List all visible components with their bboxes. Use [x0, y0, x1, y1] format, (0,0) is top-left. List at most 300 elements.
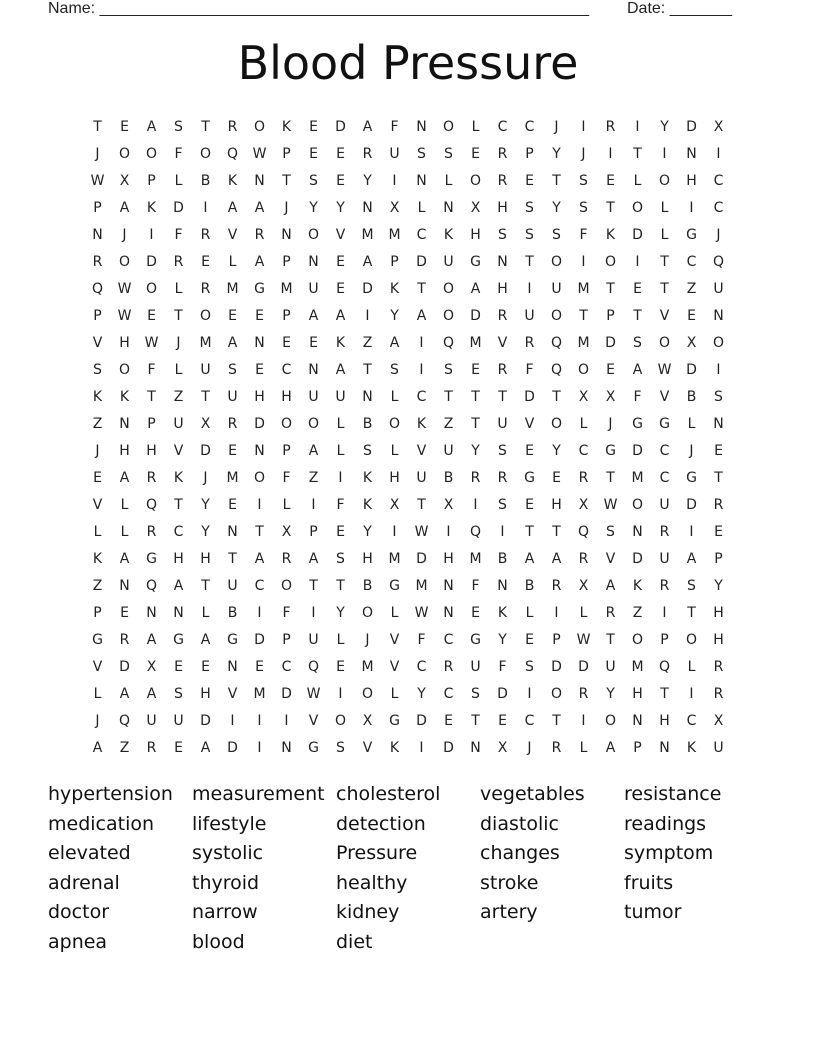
grid-letter: R	[146, 739, 157, 756]
grid-letter: V	[92, 496, 103, 513]
grid-letter: E	[552, 469, 561, 486]
word-list-item: symptom	[624, 842, 714, 865]
grid-letter: E	[255, 361, 264, 378]
grid-letter: O	[280, 415, 293, 432]
grid-letter: K	[119, 388, 130, 405]
grid-letter: P	[525, 145, 534, 162]
word-list-item: diastolic	[480, 812, 559, 835]
grid-letter: F	[525, 361, 534, 378]
grid-letter: K	[362, 469, 373, 486]
grid-letter: P	[147, 172, 156, 189]
grid-letter: W	[252, 145, 267, 162]
grid-letter: Z	[362, 334, 373, 351]
grid-letter: A	[173, 577, 184, 594]
grid-letter: O	[604, 712, 617, 729]
grid-letter: N	[173, 604, 184, 621]
grid-letter: R	[470, 469, 481, 486]
grid-letter: X	[200, 415, 211, 432]
grid-letter: L	[633, 172, 642, 189]
grid-letter: S	[93, 361, 102, 378]
grid-letter: G	[146, 550, 157, 567]
grid-letter: W	[576, 631, 591, 648]
grid-letter: X	[713, 118, 724, 135]
grid-letter: M	[361, 226, 374, 243]
grid-letter: Z	[686, 280, 697, 297]
grid-letter: Q	[307, 658, 320, 675]
grid-letter: T	[606, 469, 615, 486]
word-list-item: stroke	[480, 871, 539, 894]
grid-letter: Q	[145, 577, 158, 594]
grid-letter: P	[93, 307, 102, 324]
grid-letter: I	[392, 172, 397, 189]
grid-letter: Q	[226, 145, 239, 162]
grid-letter: Y	[363, 523, 372, 540]
grid-letter: A	[605, 739, 616, 756]
grid-letter: X	[146, 658, 157, 675]
grid-letter: D	[227, 739, 238, 756]
grid-letter: K	[497, 604, 508, 621]
grid-letter: F	[282, 469, 291, 486]
grid-letter: L	[336, 415, 345, 432]
grid-letter: R	[659, 577, 670, 594]
grid-letter: O	[577, 361, 590, 378]
grid-letter: Y	[660, 118, 669, 135]
grid-letter: F	[174, 226, 183, 243]
grid-letter: I	[689, 685, 694, 702]
grid-letter: S	[444, 145, 453, 162]
grid-letter: S	[417, 145, 426, 162]
grid-letter: D	[362, 280, 373, 297]
grid-letter: D	[200, 712, 211, 729]
grid-letter: K	[632, 577, 643, 594]
grid-letter: A	[146, 631, 157, 648]
grid-letter: D	[632, 442, 643, 459]
grid-letter: K	[362, 496, 373, 513]
grid-letter: U	[308, 388, 319, 405]
grid-letter: H	[119, 442, 130, 459]
grid-letter: A	[308, 442, 319, 459]
grid-letter: D	[632, 550, 643, 567]
grid-letter: I	[581, 712, 586, 729]
grid-letter: O	[199, 145, 212, 162]
grid-letter: E	[93, 469, 102, 486]
grid-letter: J	[95, 712, 100, 729]
grid-letter: N	[416, 118, 427, 135]
grid-letter: U	[146, 712, 157, 729]
grid-letter: O	[361, 604, 374, 621]
grid-letter: B	[200, 172, 211, 189]
grid-letter: Y	[336, 199, 345, 216]
grid-letter: U	[227, 388, 238, 405]
grid-letter: W	[414, 523, 429, 540]
grid-letter: P	[606, 307, 615, 324]
grid-letter: S	[606, 523, 615, 540]
word-list-item: artery	[480, 901, 538, 924]
grid-letter: E	[309, 334, 318, 351]
grid-letter: D	[119, 658, 130, 675]
grid-letter: N	[443, 199, 454, 216]
grid-letter: T	[309, 577, 318, 594]
grid-letter: D	[470, 307, 481, 324]
grid-letter: L	[579, 739, 588, 756]
grid-letter: S	[471, 685, 480, 702]
grid-letter: D	[686, 496, 697, 513]
grid-letter: T	[552, 172, 561, 189]
grid-letter: I	[257, 496, 262, 513]
grid-letter: E	[606, 361, 615, 378]
grid-letter: T	[498, 388, 507, 405]
grid-letter: A	[524, 550, 535, 567]
grid-letter: H	[389, 469, 400, 486]
grid-letter: G	[389, 577, 400, 594]
grid-letter: Y	[336, 604, 345, 621]
grid-letter: M	[253, 685, 266, 702]
grid-letter: R	[200, 226, 211, 243]
grid-letter: H	[281, 388, 292, 405]
grid-letter: E	[255, 658, 264, 675]
grid-letter: A	[227, 199, 238, 216]
grid-letter: T	[660, 280, 669, 297]
grid-letter: D	[686, 361, 697, 378]
grid-letter: O	[118, 361, 131, 378]
grid-letter: N	[632, 523, 643, 540]
grid-letter: R	[227, 118, 238, 135]
grid-letter: M	[361, 658, 374, 675]
grid-letter: A	[686, 550, 697, 567]
grid-letter: W	[603, 496, 618, 513]
grid-letter: A	[308, 307, 319, 324]
grid-letter: O	[469, 172, 482, 189]
grid-letter: Z	[632, 604, 643, 621]
grid-letter: S	[309, 172, 318, 189]
grid-letter: N	[713, 307, 724, 324]
grid-letter: F	[282, 604, 291, 621]
grid-letter: U	[443, 253, 454, 270]
grid-letter: L	[336, 442, 345, 459]
grid-letter: P	[282, 145, 291, 162]
word-list-item: narrow	[192, 901, 258, 924]
grid-letter: C	[659, 442, 670, 459]
grid-letter: E	[525, 172, 534, 189]
grid-letter: H	[200, 550, 211, 567]
grid-letter: O	[658, 172, 671, 189]
grid-letter: B	[497, 550, 508, 567]
grid-letter: W	[117, 307, 132, 324]
grid-letter: U	[551, 280, 562, 297]
grid-letter: H	[713, 631, 724, 648]
grid-letter: G	[686, 469, 697, 486]
grid-letter: X	[578, 496, 589, 513]
grid-letter: W	[657, 361, 672, 378]
grid-letter: U	[713, 739, 724, 756]
grid-letter: U	[659, 496, 670, 513]
grid-letter: N	[362, 388, 373, 405]
grid-letter: L	[579, 604, 588, 621]
grid-letter: I	[284, 712, 289, 729]
grid-letter: P	[93, 604, 102, 621]
grid-letter: T	[606, 631, 615, 648]
grid-letter: D	[254, 631, 265, 648]
grid-letter: L	[93, 523, 102, 540]
grid-letter: R	[281, 550, 292, 567]
grid-letter: U	[308, 280, 319, 297]
grid-letter: R	[146, 523, 157, 540]
grid-letter: A	[362, 118, 373, 135]
grid-letter: S	[174, 685, 183, 702]
grid-letter: F	[174, 145, 183, 162]
grid-letter: R	[200, 280, 211, 297]
grid-letter: X	[578, 388, 589, 405]
grid-letter: L	[660, 199, 669, 216]
grid-letter: O	[658, 334, 671, 351]
grid-letter: R	[92, 253, 103, 270]
grid-letter: E	[336, 253, 345, 270]
grid-letter: S	[444, 361, 453, 378]
grid-letter: A	[119, 550, 130, 567]
grid-letter: L	[390, 388, 399, 405]
grid-letter: D	[281, 685, 292, 702]
grid-letter: V	[389, 631, 400, 648]
grid-letter: A	[146, 118, 157, 135]
grid-letter: E	[228, 442, 237, 459]
grid-letter: J	[689, 442, 694, 459]
grid-letter: Y	[390, 307, 399, 324]
grid-letter: A	[200, 631, 211, 648]
grid-letter: O	[550, 415, 563, 432]
grid-letter: F	[633, 388, 642, 405]
grid-letter: I	[689, 199, 694, 216]
grid-letter: A	[254, 199, 265, 216]
grid-letter: Q	[118, 712, 131, 729]
grid-letter: L	[444, 172, 453, 189]
grid-letter: L	[687, 415, 696, 432]
grid-letter: L	[174, 280, 183, 297]
grid-letter: E	[282, 334, 291, 351]
grid-letter: T	[147, 388, 156, 405]
grid-letter: U	[713, 280, 724, 297]
grid-letter: O	[145, 280, 158, 297]
grid-letter: T	[417, 280, 426, 297]
grid-letter: W	[306, 685, 321, 702]
grid-letter: V	[389, 658, 400, 675]
word-search-grid	[84, 113, 732, 761]
grid-letter: J	[365, 631, 370, 648]
grid-letter: E	[147, 307, 156, 324]
grid-letter: M	[199, 334, 212, 351]
grid-letter: Q	[442, 334, 455, 351]
word-list-item: cholesterol	[336, 783, 441, 805]
grid-letter: A	[119, 199, 130, 216]
grid-letter: E	[714, 442, 723, 459]
grid-letter: A	[416, 307, 427, 324]
word-list-item: lifestyle	[192, 812, 267, 835]
grid-letter: J	[95, 145, 100, 162]
grid-letter: B	[524, 577, 535, 594]
grid-letter: L	[525, 604, 534, 621]
grid-letter: T	[93, 118, 102, 135]
grid-letter: T	[201, 118, 210, 135]
grid-letter: G	[254, 280, 265, 297]
grid-letter: L	[687, 658, 696, 675]
grid-letter: L	[228, 253, 237, 270]
grid-letter: R	[119, 631, 130, 648]
grid-letter: O	[388, 415, 401, 432]
grid-letter: V	[335, 226, 346, 243]
grid-letter: E	[525, 631, 534, 648]
grid-letter: I	[662, 145, 667, 162]
grid-letter: V	[659, 307, 670, 324]
grid-letter: A	[362, 253, 373, 270]
grid-letter: I	[635, 253, 640, 270]
grid-letter: I	[446, 523, 451, 540]
grid-letter: D	[254, 415, 265, 432]
grid-letter: S	[525, 226, 534, 243]
grid-letter: D	[416, 550, 427, 567]
grid-letter: R	[578, 469, 589, 486]
grid-letter: D	[632, 226, 643, 243]
grid-letter: C	[281, 361, 292, 378]
grid-letter: O	[631, 199, 644, 216]
word-list-item: vegetables	[480, 783, 585, 805]
grid-letter: D	[416, 253, 427, 270]
grid-letter: O	[685, 631, 698, 648]
grid-letter: W	[414, 604, 429, 621]
grid-letter: E	[255, 307, 264, 324]
grid-letter: K	[686, 739, 697, 756]
grid-letter: S	[633, 334, 642, 351]
grid-letter: R	[362, 145, 373, 162]
grid-letter: L	[120, 496, 129, 513]
grid-letter: H	[551, 496, 562, 513]
grid-letter: I	[662, 604, 667, 621]
grid-letter: N	[227, 658, 238, 675]
grid-letter: X	[497, 739, 508, 756]
grid-letter: V	[524, 415, 535, 432]
word-list-item: elevated	[48, 842, 131, 865]
grid-letter: W	[90, 172, 105, 189]
grid-letter: Q	[577, 523, 590, 540]
grid-letter: T	[525, 523, 534, 540]
grid-letter: P	[282, 307, 291, 324]
grid-letter: R	[659, 523, 670, 540]
grid-letter: I	[581, 253, 586, 270]
grid-letter: K	[281, 118, 292, 135]
grid-letter: E	[687, 307, 696, 324]
grid-letter: R	[605, 604, 616, 621]
grid-letter: D	[335, 118, 346, 135]
grid-letter: X	[686, 334, 697, 351]
grid-letter: P	[282, 442, 291, 459]
grid-letter: G	[686, 226, 697, 243]
grid-letter: T	[201, 388, 210, 405]
grid-letter: V	[362, 739, 373, 756]
grid-letter: G	[659, 415, 670, 432]
grid-letter: O	[307, 226, 320, 243]
word-list-item: readings	[624, 812, 707, 835]
grid-letter: D	[524, 388, 535, 405]
grid-letter: A	[146, 685, 157, 702]
word-list-item: adrenal	[48, 871, 120, 894]
grid-letter: X	[281, 523, 292, 540]
grid-letter: N	[416, 172, 427, 189]
grid-letter: S	[498, 496, 507, 513]
word-list-item: systolic	[192, 842, 264, 865]
grid-letter: C	[443, 631, 454, 648]
grid-letter: S	[498, 442, 507, 459]
word-list-item: thyroid	[192, 871, 260, 894]
grid-letter: P	[147, 415, 156, 432]
grid-letter: P	[309, 523, 318, 540]
grid-letter: K	[173, 469, 184, 486]
grid-letter: I	[581, 118, 586, 135]
grid-letter: I	[338, 685, 343, 702]
grid-letter: L	[390, 685, 399, 702]
grid-letter: I	[500, 523, 505, 540]
grid-letter: D	[200, 442, 211, 459]
word-list-item: Pressure	[336, 842, 418, 865]
grid-letter: S	[579, 172, 588, 189]
grid-letter: U	[605, 658, 616, 675]
grid-letter: N	[119, 577, 130, 594]
grid-letter: O	[307, 415, 320, 432]
grid-letter: X	[389, 496, 400, 513]
grid-letter: D	[686, 118, 697, 135]
grid-letter: V	[605, 550, 616, 567]
grid-letter: M	[226, 280, 239, 297]
grid-letter: R	[713, 658, 724, 675]
grid-letter: N	[281, 226, 292, 243]
grid-letter: I	[716, 145, 721, 162]
grid-letter: Z	[92, 577, 103, 594]
grid-letter: R	[497, 361, 508, 378]
grid-letter: I	[527, 685, 532, 702]
grid-letter: G	[470, 253, 481, 270]
grid-letter: U	[443, 442, 454, 459]
grid-letter: Y	[552, 199, 561, 216]
grid-letter: X	[362, 712, 373, 729]
grid-letter: B	[443, 469, 454, 486]
grid-letter: V	[227, 685, 238, 702]
grid-letter: C	[254, 577, 265, 594]
grid-letter: B	[362, 577, 373, 594]
grid-letter: H	[713, 604, 724, 621]
grid-letter: R	[578, 550, 589, 567]
grid-letter: U	[173, 712, 184, 729]
grid-letter: Z	[308, 469, 319, 486]
grid-letter: H	[443, 550, 454, 567]
grid-letter: T	[525, 253, 534, 270]
grid-letter: C	[443, 685, 454, 702]
grid-letter: E	[525, 442, 534, 459]
grid-letter: L	[660, 226, 669, 243]
grid-letter: M	[226, 469, 239, 486]
grid-letter: I	[311, 496, 316, 513]
grid-letter: J	[203, 469, 208, 486]
grid-letter: U	[335, 388, 346, 405]
grid-letter: T	[579, 307, 588, 324]
grid-letter: B	[362, 415, 373, 432]
date-field-label: Date: _______	[627, 0, 732, 17]
grid-letter: K	[146, 199, 157, 216]
grid-letter: H	[254, 388, 265, 405]
grid-letter: E	[336, 280, 345, 297]
grid-letter: T	[174, 307, 183, 324]
grid-letter: E	[471, 361, 480, 378]
grid-letter: C	[578, 442, 589, 459]
word-list-item: fruits	[624, 871, 674, 894]
grid-letter: L	[417, 199, 426, 216]
grid-letter: I	[230, 712, 235, 729]
